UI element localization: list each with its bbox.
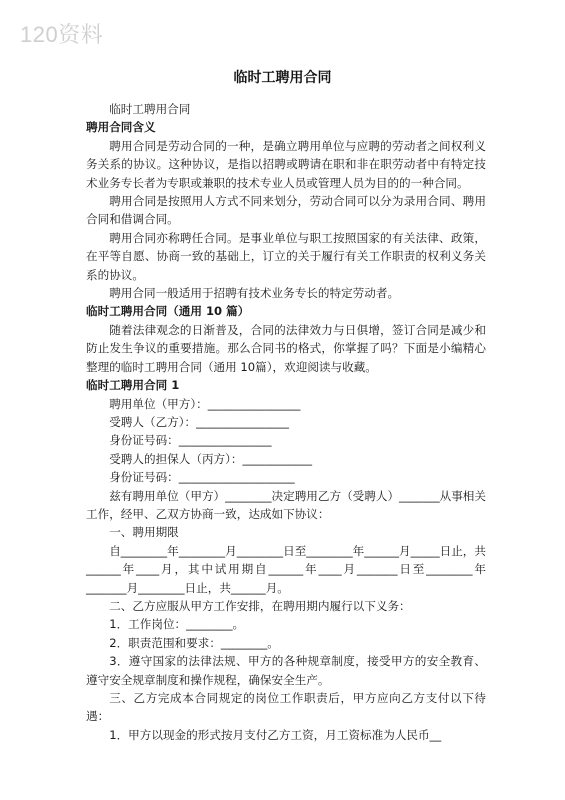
paragraph: 随着法律观念的日渐普及，合同的法律效力与日俱增，签订合同是减少和防止发生争议的重要措施。那么合同书的格式，你掌握了吗？下面是小编精心整理的临时工聘用合同（通用 10篇），欢迎阅读与收藏。 [86, 322, 486, 374]
watermark-logo: 120资料 [20, 22, 104, 47]
paragraph: 1．甲方以现金的形式按月支付乙方工资，月工资标准为人民币__ [109, 727, 442, 742]
section-heading: 临时工聘用合同 1 [86, 378, 180, 393]
paragraph: 一、聘用期限 [109, 525, 179, 540]
paragraph: 1．工作岗位：________。 [109, 617, 245, 632]
document-title: 临时工聘用合同 [233, 70, 332, 86]
paragraph: 聘用合同亦称聘任合同。是事业单位与职工按照国家的有关法律、政策，在平等自愿、协商一致的基础上，订立的关于履行有关工作职责的权利义务关系的协议。 [86, 230, 486, 282]
paragraph: 兹有聘用单位（甲方）________决定聘用乙方（受聘人）_______从事相关工作，经甲、乙双方协商一致，达成如下协议： [86, 488, 486, 521]
paragraph: 3．遵守国家的法律法规、甲方的各种规章制度，接受甲方的安全教育、遵守安全规章制度和操作规程，确保安全生产。 [86, 654, 486, 687]
section-heading: 临时工聘用合同（通用 10 篇） [86, 304, 250, 319]
paragraph: 聘用合同一般适用于招聘有技术业务专长的特定劳动者。 [109, 286, 400, 301]
paragraph: 身份证号码：________________ [109, 433, 272, 448]
paragraph: 二、乙方应服从甲方工作安排，在聘用期内履行以下义务： [109, 598, 411, 613]
paragraph: 受聘人的担保人（丙方）：____________ [109, 451, 313, 466]
paragraph: 受聘人（乙方）：________________ [109, 414, 289, 429]
paragraph: 聘用合同是按照用人方式不同来划分，劳动合同可以分为录用合同、聘用合同和借调合同。 [86, 194, 486, 227]
paragraph: 2．职责范围和要求：________。 [109, 635, 279, 650]
document-body [86, 100, 486, 744]
paragraph: 三、乙方完成本合同规定的岗位工作职责后，甲方应向乙方支付以下待遇： [86, 691, 486, 724]
section-heading: 聘用合同含义 [86, 120, 156, 135]
paragraph: 聘用合同是劳动合同的一种，是确立聘用单位与应聘的劳动者之间权利义务关系的协议。这种协议，是指以招聘或聘请在职和非在职劳动者中有特定技术业务专长者为专职或兼职的技术专业人员或管理人员为目的的一种合同。 [86, 138, 486, 190]
paragraph: 聘用单位（甲方）：________________ [109, 396, 301, 411]
paragraph: 身份证号码：____________________ [109, 470, 295, 485]
paragraph: 临时工聘用合同 [109, 102, 191, 116]
paragraph: 自________年________月________日至________年______月_____日止，共______年____月，其中试用期自______年____月_______日至________年_______月________日止，共______月。 [86, 543, 486, 595]
